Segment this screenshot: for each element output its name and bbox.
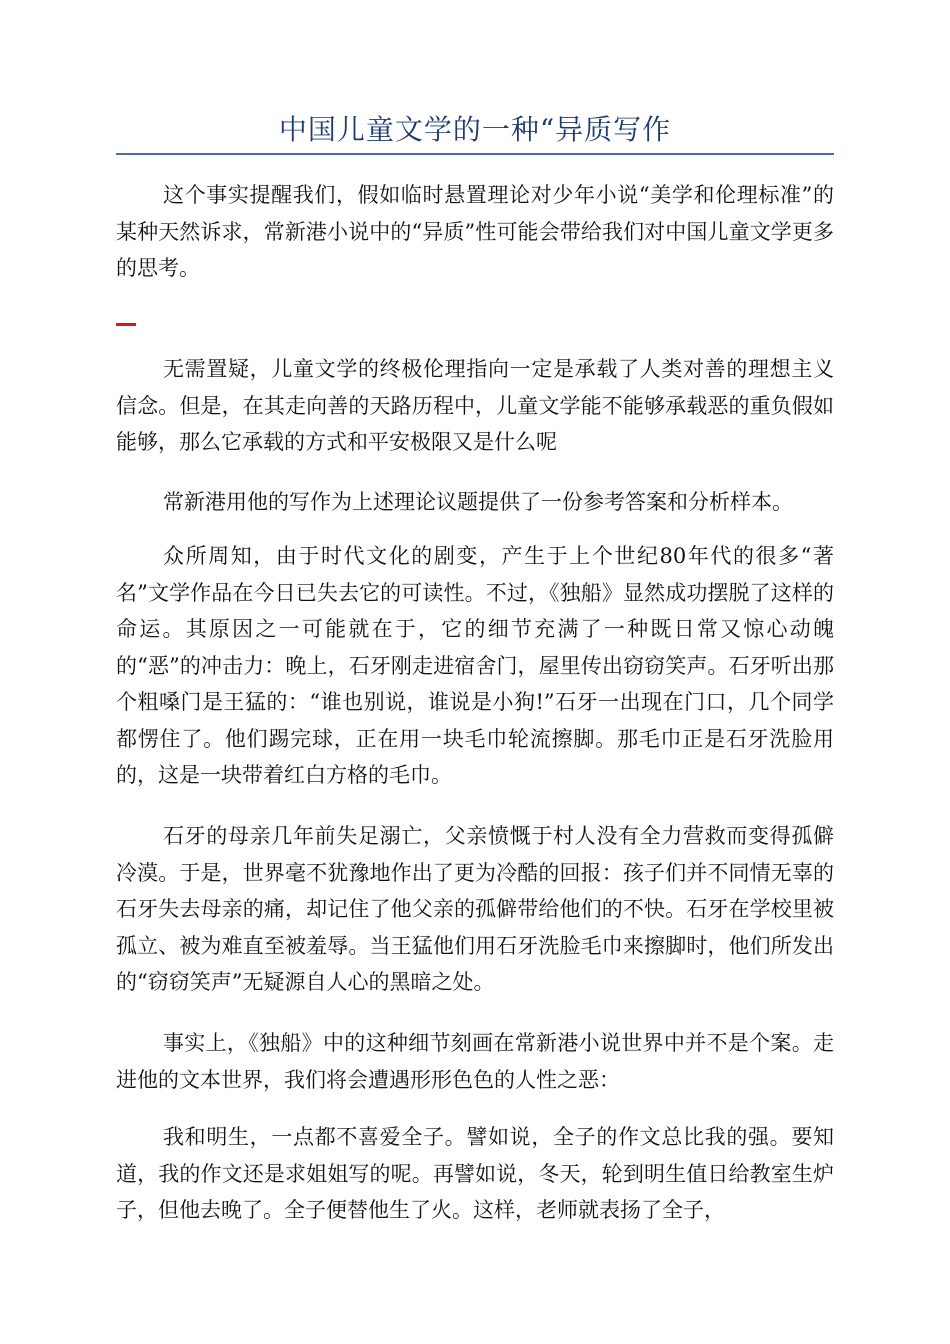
- paragraph-3: 常新港用他的写作为上述理论议题提供了一份参考答案和分析样本。: [163, 490, 793, 514]
- document-title: 中国儿童文学的一种“异质写作: [278, 113, 672, 146]
- paragraph-6: 事实上，《独船》中的这种细节刻画在常新港小说世界中并不是个案。走进他的文本世界，我们将会遭遇形形色色的人性之恶：: [116, 1031, 834, 1092]
- paragraph-5: 石牙的母亲几年前失足溺亡，父亲愤慨于村人没有全力营救而变得孤僻冷漠。于是，世界毫不犹豫地作出了更为冷酷的回报：孩子们并不同情无辜的石牙失去母亲的痛，却记住了他父亲的孤僻带给他们的不快。石牙在学校里被孤立、被为难直至被羞辱。当王猛他们用石牙洗脸毛巾来擦脚时，他们所发出的“窃窃笑声”无疑源自人心的黑暗之处。: [116, 824, 834, 994]
- paragraph-1: 这个事实提醒我们，假如临时悬置理论对少年小说“美学和伦理标准”的某种天然诉求，常新港小说中的“异质”性可能会带给我们对中国儿童文学更多的思考。: [116, 183, 834, 280]
- paragraph-2: 无需置疑，儿童文学的终极伦理指向一定是承载了人类对善的理想主义信念。但是，在其走向善的天路历程中，儿童文学能不能够承载恶的重负假如能够，那么它承载的方式和平安极限又是什么呢: [116, 357, 834, 454]
- section-marker-text: [116, 323, 117, 324]
- paragraph-7: 我和明生，一点都不喜爱全子。譬如说，全子的作文总比我的强。要知道，我的作文还是求姐姐写的呢。再譬如说，冬天，轮到明生值日给教室生炉子，但他去晚了。全子便替他生了火。这样，老师就表扬了全子，: [116, 1125, 834, 1222]
- section-marker: [116, 323, 136, 326]
- title-underline: [116, 153, 834, 155]
- paragraph-4: 众所周知，由于时代文化的剧变，产生于上个世纪80年代的很多“著名”文学作品在今日已失去它的可读性。不过，《独船》显然成功摆脱了这样的命运。其原因之一可能就在于，它的细节充满了一种既日常又惊心动魄的“恶”的冲击力：晚上，石牙刚走进宿舍门，屋里传出窃窃笑声。石牙听出那个粗嗓门是王猛的：“谁也别说，谁说是小狗!”石牙一出现在门口，几个同学都愣住了。他们踢完球，正在用一块毛巾轮流擦脚。那毛巾正是石牙洗脸用的，这是一块带着红白方格的毛巾。: [116, 544, 834, 787]
